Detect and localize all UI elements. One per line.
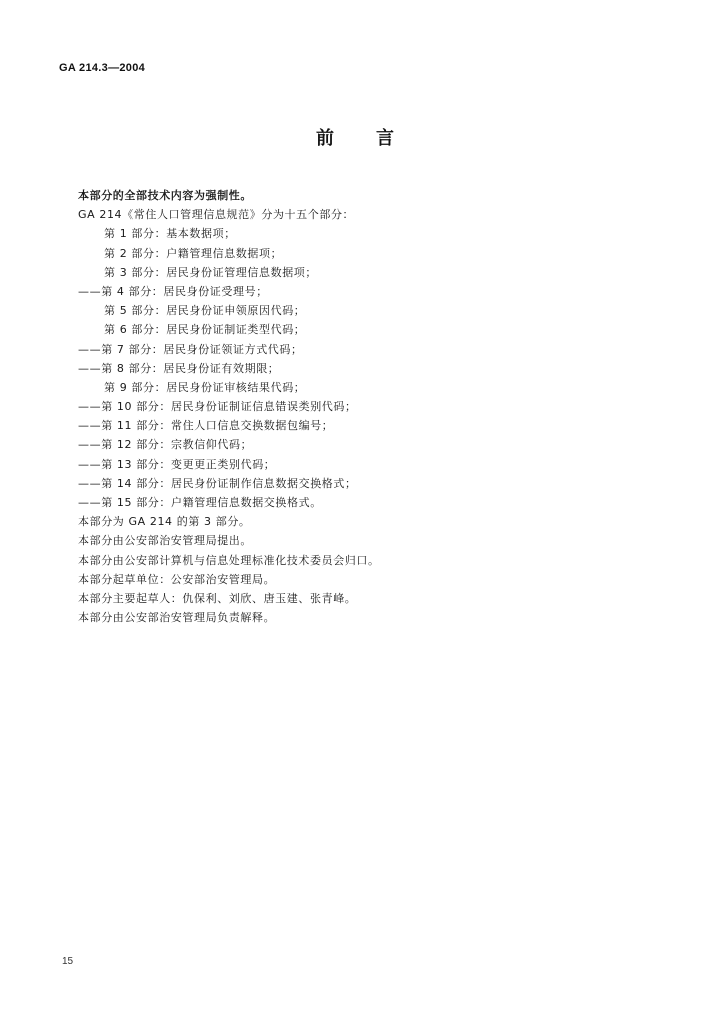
text-line-16: ——第 14 部分：居民身份证制作信息数据交换格式； <box>78 476 357 490</box>
text-line-17: ——第 15 部分：户籍管理信息数据交换格式。 <box>78 496 322 509</box>
text-line-9: ——第 7 部分：居民身份证领证方式代码； <box>78 342 303 356</box>
text-line-20: 本部分由公安部计算机与信息处理标准化技术委员会归口。 <box>78 553 380 567</box>
text-line-8: 第 6 部分：居民身份证制证类型代码； <box>104 323 306 337</box>
text-line-10: ——第 8 部分：居民身份证有效期限； <box>78 361 280 375</box>
text-line-6: ——第 4 部分：居民身份证受理号； <box>78 284 268 298</box>
text-line-4: 第 2 部分：户籍管理信息数据项； <box>104 246 283 260</box>
text-line-23: 本部分由公安部治安管理局负责解释。 <box>78 611 276 625</box>
text-line-12: ——第 10 部分：居民身份证制证信息错误类别代码； <box>78 400 357 414</box>
text-line-18: 本部分为 GA 214 的第 3 部分。 <box>78 515 251 529</box>
text-line-13: ——第 11 部分：常住人口信息交换数据包编号； <box>78 419 334 433</box>
text-line-1: 本部分的全部技术内容为强制性。 <box>78 189 252 202</box>
text-line-19: 本部分由公安部治安管理局提出。 <box>78 534 252 548</box>
text-line-2: GA 214《常住人口管理信息规范》分为十五个部分： <box>78 208 355 222</box>
title-char-2: 言 <box>376 128 394 149</box>
text-line-15: ——第 13 部分：变更更正类别代码； <box>78 457 276 471</box>
text-line-22: 本部分主要起草人：仇保利、刘欣、唐玉建、张青峰。 <box>78 591 357 605</box>
text-line-7: 第 5 部分：居民身份证申领原因代码； <box>104 304 306 318</box>
text-line-5: 第 3 部分：居民身份证管理信息数据项； <box>104 265 317 279</box>
text-line-21: 本部分起草单位：公安部治安管理局。 <box>78 572 276 586</box>
page-title <box>0 124 710 150</box>
text-line-3: 第 1 部分：基本数据项； <box>104 227 236 241</box>
page-number: 15 <box>62 956 74 967</box>
text-line-11: 第 9 部分：居民身份证审核结果代码； <box>104 380 306 394</box>
foreword-body <box>78 186 658 627</box>
title-char-1: 前 <box>316 128 334 149</box>
text-line-14: ——第 12 部分：宗教信仰代码； <box>78 438 253 452</box>
standard-code-header: GA 214.3—2004 <box>59 62 146 74</box>
